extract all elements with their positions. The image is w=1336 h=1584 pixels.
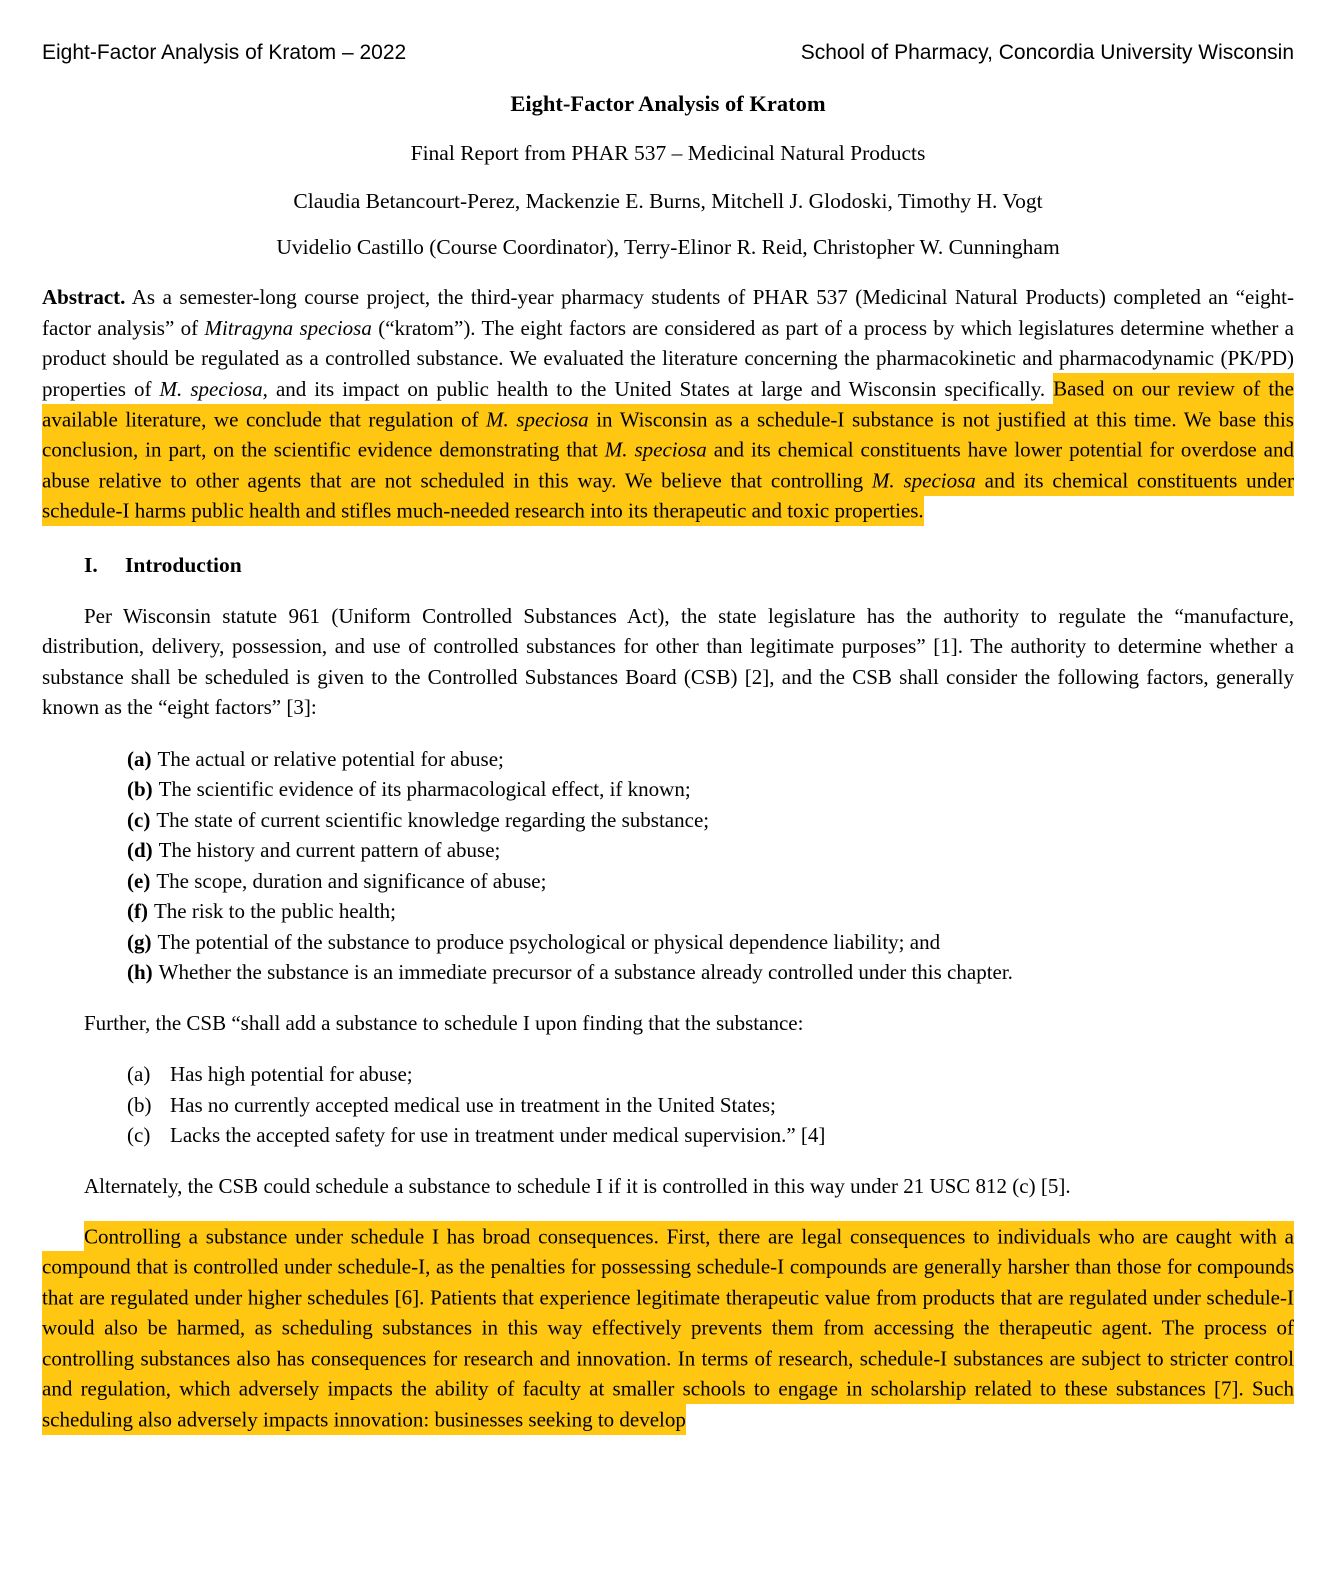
list-item: [127, 1090, 1294, 1121]
text-segment: M. speciosa: [159, 376, 263, 401]
section-heading-introduction: [84, 550, 1294, 581]
text-segment: M. speciosa: [605, 434, 707, 465]
list-item-letter: (d): [127, 838, 153, 862]
list-item: [127, 1120, 1294, 1151]
list-item-text: The scope, duration and significance of abuse;: [156, 868, 547, 893]
list-item-text: The state of current scientific knowledge regarding the substance;: [156, 807, 710, 832]
list-item-letter: (h): [127, 960, 153, 984]
intro-paragraph: Per Wisconsin statute 961 (Uniform Controlled Substances Act), the state legislature has the authority to regulate the “manufacture, distribution, delivery, possession, and use of controlled substances for other than legitimate purposes” [1]. The authority to determine whether a substance shall be scheduled is given to the Controlled Substances Board (CSB) [2], and the CSB shall consider the following factors, generally known as the “eight factors” [3]:: [42, 603, 1294, 719]
list-item-text: The potential of the substance to produce psychological or physical dependence liability; and: [157, 929, 941, 954]
authors-line-2: Uvidelio Castillo (Course Coordinator), Terry-Elinor R. Reid, Christopher W. Cunningham: [276, 235, 1060, 259]
text-segment: M. speciosa: [486, 404, 589, 435]
list-item: [127, 927, 1294, 958]
list-item: [127, 896, 1294, 927]
text-segment: As a semester-long course project, the third-year pharmacy students of PHAR 537 (Medicinal Natural Products) completed an “eight-factor analysis” of: [42, 285, 1294, 340]
list-item: [127, 744, 1294, 775]
text-segment: and its chemical constituents under schedule-I harms public health and stifles much-needed research into its therapeutic and toxic properties.: [42, 465, 1294, 527]
list-item-text: Has high potential for abuse;: [170, 1062, 413, 1086]
schedule-criteria-list: [127, 1059, 1294, 1151]
list-item: [127, 835, 1294, 866]
authors-line-1: Claudia Betancourt-Perez, Mackenzie E. Burns, Mitchell J. Glodoski, Timothy H. Vogt: [293, 189, 1043, 213]
list-item-letter: (g): [127, 929, 152, 954]
text-segment: Mitragyna speciosa: [204, 315, 372, 340]
list-item-letter: (b): [127, 1092, 152, 1117]
text-segment: (“kratom”). The eight factors are considered as part of a process by which legislatures determine whether a product should be regulated as a controlled substance. We evaluated the literature concerning the pharmacokinetic and pharmacodynamic (PK/PD) properties of: [42, 315, 1294, 401]
list-item-text: The history and current pattern of abuse;: [158, 838, 501, 862]
list-item: [127, 866, 1294, 897]
doc-subtitle: Final Report from PHAR 537 – Medicinal Natural Products: [410, 141, 926, 165]
text-segment: in Wisconsin as a schedule-I substance is not justified at this time. We base this conclusion, in part, on the scientific evidence demonstrating that: [42, 404, 1294, 466]
header-right-text: School of Pharmacy, Concordia University Wisconsin: [800, 41, 1294, 64]
list-item-text: Lacks the accepted safety for use in treatment under medical supervision.” [4]: [170, 1123, 826, 1147]
list-item: [127, 774, 1294, 805]
list-item-text: The scientific evidence of its pharmacological effect, if known;: [158, 777, 691, 801]
further-paragraph: Further, the CSB “shall add a substance to schedule I upon finding that the substance:: [84, 1010, 804, 1035]
section-title: Introduction: [125, 553, 242, 577]
consequences-paragraph: [42, 1221, 1294, 1435]
page-header: [0, 0, 1336, 66]
text-segment: Controlling a substance under schedule I has broad consequences. First, there are legal consequences to individuals who are caught with a compound that is controlled under schedule-I, as the penalties for possessing schedule-I compounds are generally harsher than those for compounds that are regulated under higher schedules [6]. Patients that experience legitimate therapeutic value from products that are regulated under schedule-I would also be harmed, as scheduling substances in this way effectively prevents them from accessing the therapeutic agent. The process of controlling substances also has consequences for research and innovation. In terms of research, schedule-I substances are subject to stricter control and regulation, which adversely impacts the ability of faculty at smaller schools to engage in scholarship related to these substances [7]. Such scheduling also adversely impacts innovation: businesses seeking to develop: [42, 1221, 1294, 1435]
list-item-text: Has no currently accepted medical use in treatment in the United States;: [170, 1092, 776, 1117]
list-item-letter: (a): [127, 1062, 151, 1086]
section-number: I.: [84, 553, 98, 577]
list-item-letter: (f): [127, 899, 148, 923]
list-item-letter: (b): [127, 777, 153, 801]
alternately-paragraph: Alternately, the CSB could schedule a substance to schedule I if it is controlled in this way under 21 USC 812 (c) [5].: [84, 1173, 1071, 1198]
list-item-letter: (e): [127, 868, 151, 893]
eight-factors-list: [127, 744, 1294, 988]
list-item-letter: (c): [127, 1123, 151, 1147]
text-segment: , and its impact on public health to the United States at large and Wisconsin specifically.: [262, 376, 1054, 401]
list-item: [127, 805, 1294, 836]
list-item-letter: (c): [127, 807, 151, 832]
text-segment: Based on our review of the available literature, we conclude that regulation of: [42, 373, 1294, 435]
list-item-text: The actual or relative potential for abuse;: [157, 746, 504, 771]
text-segment: M. speciosa: [872, 465, 976, 496]
doc-title: Eight-Factor Analysis of Kratom: [510, 91, 826, 116]
list-item-text: The risk to the public health;: [153, 899, 397, 923]
list-item: [127, 1059, 1294, 1090]
list-item-text: Whether the substance is an immediate precursor of a substance already controlled under this chapter.: [158, 960, 1013, 984]
text-segment: and its chemical constituents have lower potential for overdose and abuse relative to other agents that are not scheduled in this way. We believe that controlling: [42, 434, 1294, 496]
text-segment: Abstract.: [42, 285, 126, 309]
abstract-paragraph: [42, 282, 1294, 526]
list-item: [127, 957, 1294, 988]
header-left-text: Eight-Factor Analysis of Kratom – 2022: [42, 41, 407, 64]
list-item-letter: (a): [127, 746, 152, 771]
